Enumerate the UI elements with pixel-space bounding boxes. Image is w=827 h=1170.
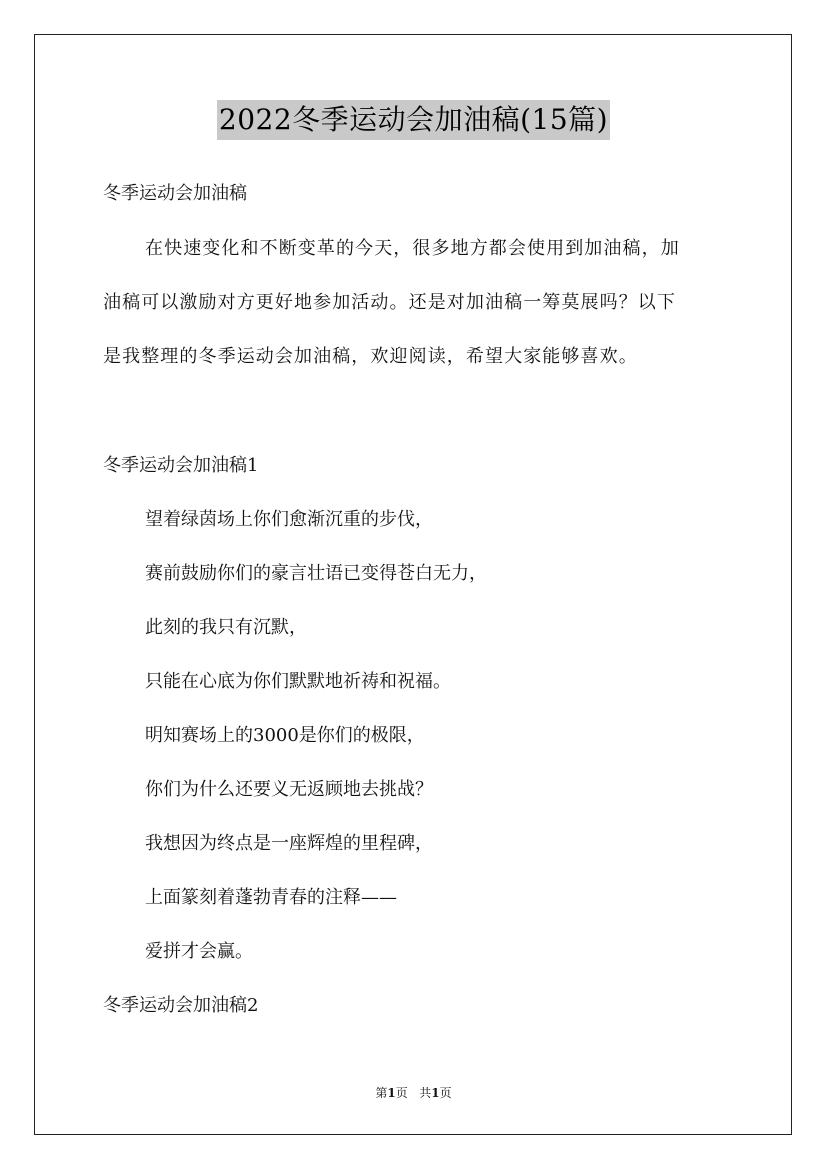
section-heading-1: 冬季运动会加油稿1	[103, 455, 259, 476]
poem-line-2: 赛前鼓励你们的豪言壮语已变得苍白无力，	[145, 563, 487, 584]
poem-line-6: 你们为什么还要义无返顾地去挑战？	[145, 779, 433, 800]
poem-line-8: 上面篆刻着蓬勃青春的注释——	[145, 887, 397, 908]
page-footer	[0, 1085, 827, 1101]
poem-line-1: 望着绿茵场上你们愈渐沉重的步伐，	[145, 509, 433, 530]
footer-total-suffix: 页	[439, 1086, 452, 1100]
footer-total-pages: 1	[431, 1086, 440, 1100]
footer-total-prefix: 共	[419, 1086, 432, 1100]
section-heading-2: 冬季运动会加油稿2	[103, 995, 259, 1016]
intro-heading: 冬季运动会加油稿	[103, 183, 247, 204]
intro-line-2: 油稿可以激励对方更好地参加活动。还是对加油稿一筹莫展吗？以下	[103, 292, 676, 313]
footer-page-suffix: 页	[395, 1086, 408, 1100]
poem-line-4: 只能在心底为你们默默地祈祷和祝福。	[145, 671, 451, 692]
intro-line-1: 在快速变化和不断变革的今天，很多地方都会使用到加油稿，加	[145, 238, 680, 259]
document-title: 2022冬季运动会加油稿(15篇)	[217, 100, 610, 140]
poem-line-5: 明知赛场上的3000是你们的极限，	[145, 725, 425, 746]
intro-line-3: 是我整理的冬季运动会加油稿，欢迎阅读，希望大家能够喜欢。	[103, 346, 638, 367]
poem-line-9: 爱拼才会赢。	[145, 941, 253, 962]
poem-line-3: 此刻的我只有沉默，	[145, 617, 307, 638]
title-container	[0, 100, 827, 140]
footer-page-prefix: 第	[375, 1086, 388, 1100]
footer-page-number: 1	[387, 1086, 396, 1100]
poem-line-7: 我想因为终点是一座辉煌的里程碑，	[145, 833, 433, 854]
